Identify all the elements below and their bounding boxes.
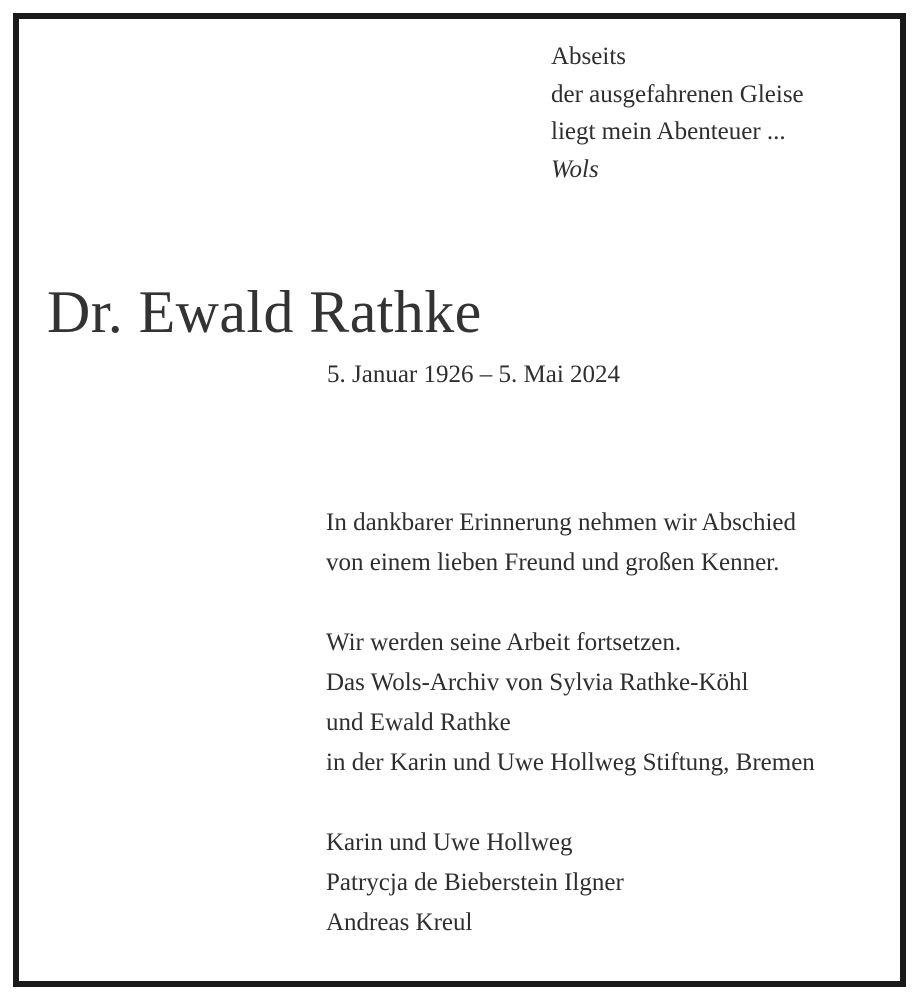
life-dates: 5. Januar 1926 – 5. Mai 2024 xyxy=(327,361,621,388)
text-line: Das Wols-Archiv von Sylvia Rathke-Köhl xyxy=(326,669,749,696)
obituary-message xyxy=(326,503,815,943)
remembrance-paragraph xyxy=(326,503,815,583)
motto-line: liegt mein Abenteuer ... xyxy=(551,118,786,145)
motto-line: der ausgefahrenen Gleise xyxy=(551,80,804,108)
signatories xyxy=(326,823,815,943)
continuation-paragraph xyxy=(326,623,815,783)
text-line: In dankbarer Erinnerung nehmen wir Abschied xyxy=(326,509,796,536)
signatory-name: Patrycja de Bieberstein Ilgner xyxy=(326,869,624,896)
text-line: Wir werden seine Arbeit fortsetzen. xyxy=(326,629,682,656)
signatory-name: Andreas Kreul xyxy=(326,909,473,936)
text-line: von einem lieben Freund und großen Kenner. xyxy=(326,549,780,576)
motto-quote xyxy=(551,38,804,188)
text-line: in der Karin und Uwe Hollweg Stiftung, Bremen xyxy=(326,749,815,776)
signatory-name: Karin und Uwe Hollweg xyxy=(326,829,573,856)
text-line: und Ewald Rathke xyxy=(326,709,511,736)
motto-line: Abseits xyxy=(551,43,626,70)
deceased-name: Dr. Ewald Rathke xyxy=(47,279,482,345)
motto-author: Wols xyxy=(551,155,599,183)
